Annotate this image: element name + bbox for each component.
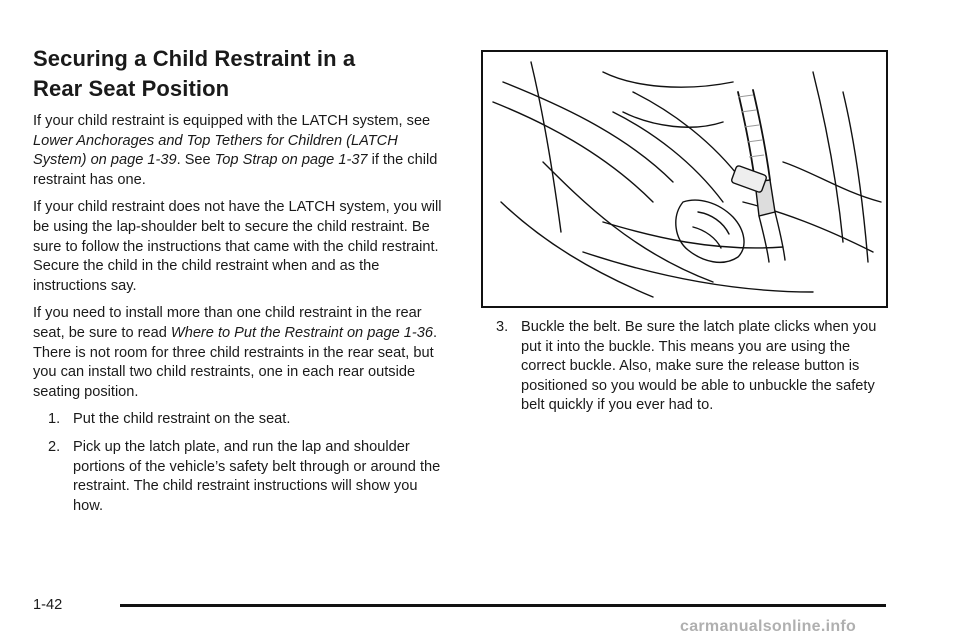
page-number: 1-42 [33,597,63,613]
step-2-number: 2. [48,438,61,455]
step-1-text: Put the child restraint on the seat. [73,411,291,428]
paragraph-latch [33,112,451,190]
footer-rule [120,604,886,607]
step-2-text: Pick up the latch plate, and run the lap and shoulder portions of the vehicle’s safety belt through or around the restraint. The child restraint instructions will show you how. [73,438,441,514]
step-3-number: 3. [496,319,509,335]
latch-reference-link[interactable]: Lower Anchorages and Top Tethers for Children (LATCH System) on page 1-39 [33,132,398,169]
paragraph-multiple-restraints [33,304,451,402]
paragraph-no-latch: If your child restraint does not have the LATCH system, you will be using the lap-shoulder belt to secure the child restraint. Be sure to follow the instructions that came with the child restraint. Secure the child in the child restraint when and as the instructions say. [33,199,442,294]
step-3-text: Buckle the belt. Be sure the latch plate clicks when you put it into the buckle. This means you are using the correct buckle. Also, make sure the release button is positioned so you would be able to unbuckle the safety belt quickly if you ever had to. [521,319,877,414]
para3-text1: If you need to install more than one child restraint in the rear seat, be sure to read [33,305,422,341]
buckling-belt-drawing [483,52,886,306]
para1-text1: If your child restraint is equipped with the LATCH system, see [33,113,431,129]
para3-text2: . There is not room for three child restraints in the rear seat, but you can install two child restraints, one in each rear outside seating position. [33,324,438,400]
para1-text3: if the child restraint has one. [33,152,438,188]
step-1 [33,410,451,430]
watermark: carmanualsonline.info [680,618,857,635]
seat-belt-illustration [481,50,888,308]
top-strap-reference-link[interactable]: Top Strap on page 1-37 [214,152,368,169]
step-2 [33,438,451,516]
title-line-2: Rear Seat Position [33,76,230,101]
para1-text2: . See [176,152,215,169]
left-column [33,44,451,524]
step-1-number: 1. [48,411,61,428]
step-3 [481,318,886,416]
page-title [33,44,451,104]
right-column [481,50,886,424]
title-line-1: Securing a Child Restraint in a [33,46,356,71]
restraint-position-reference-link[interactable]: Where to Put the Restraint on page 1-36 [170,324,433,341]
